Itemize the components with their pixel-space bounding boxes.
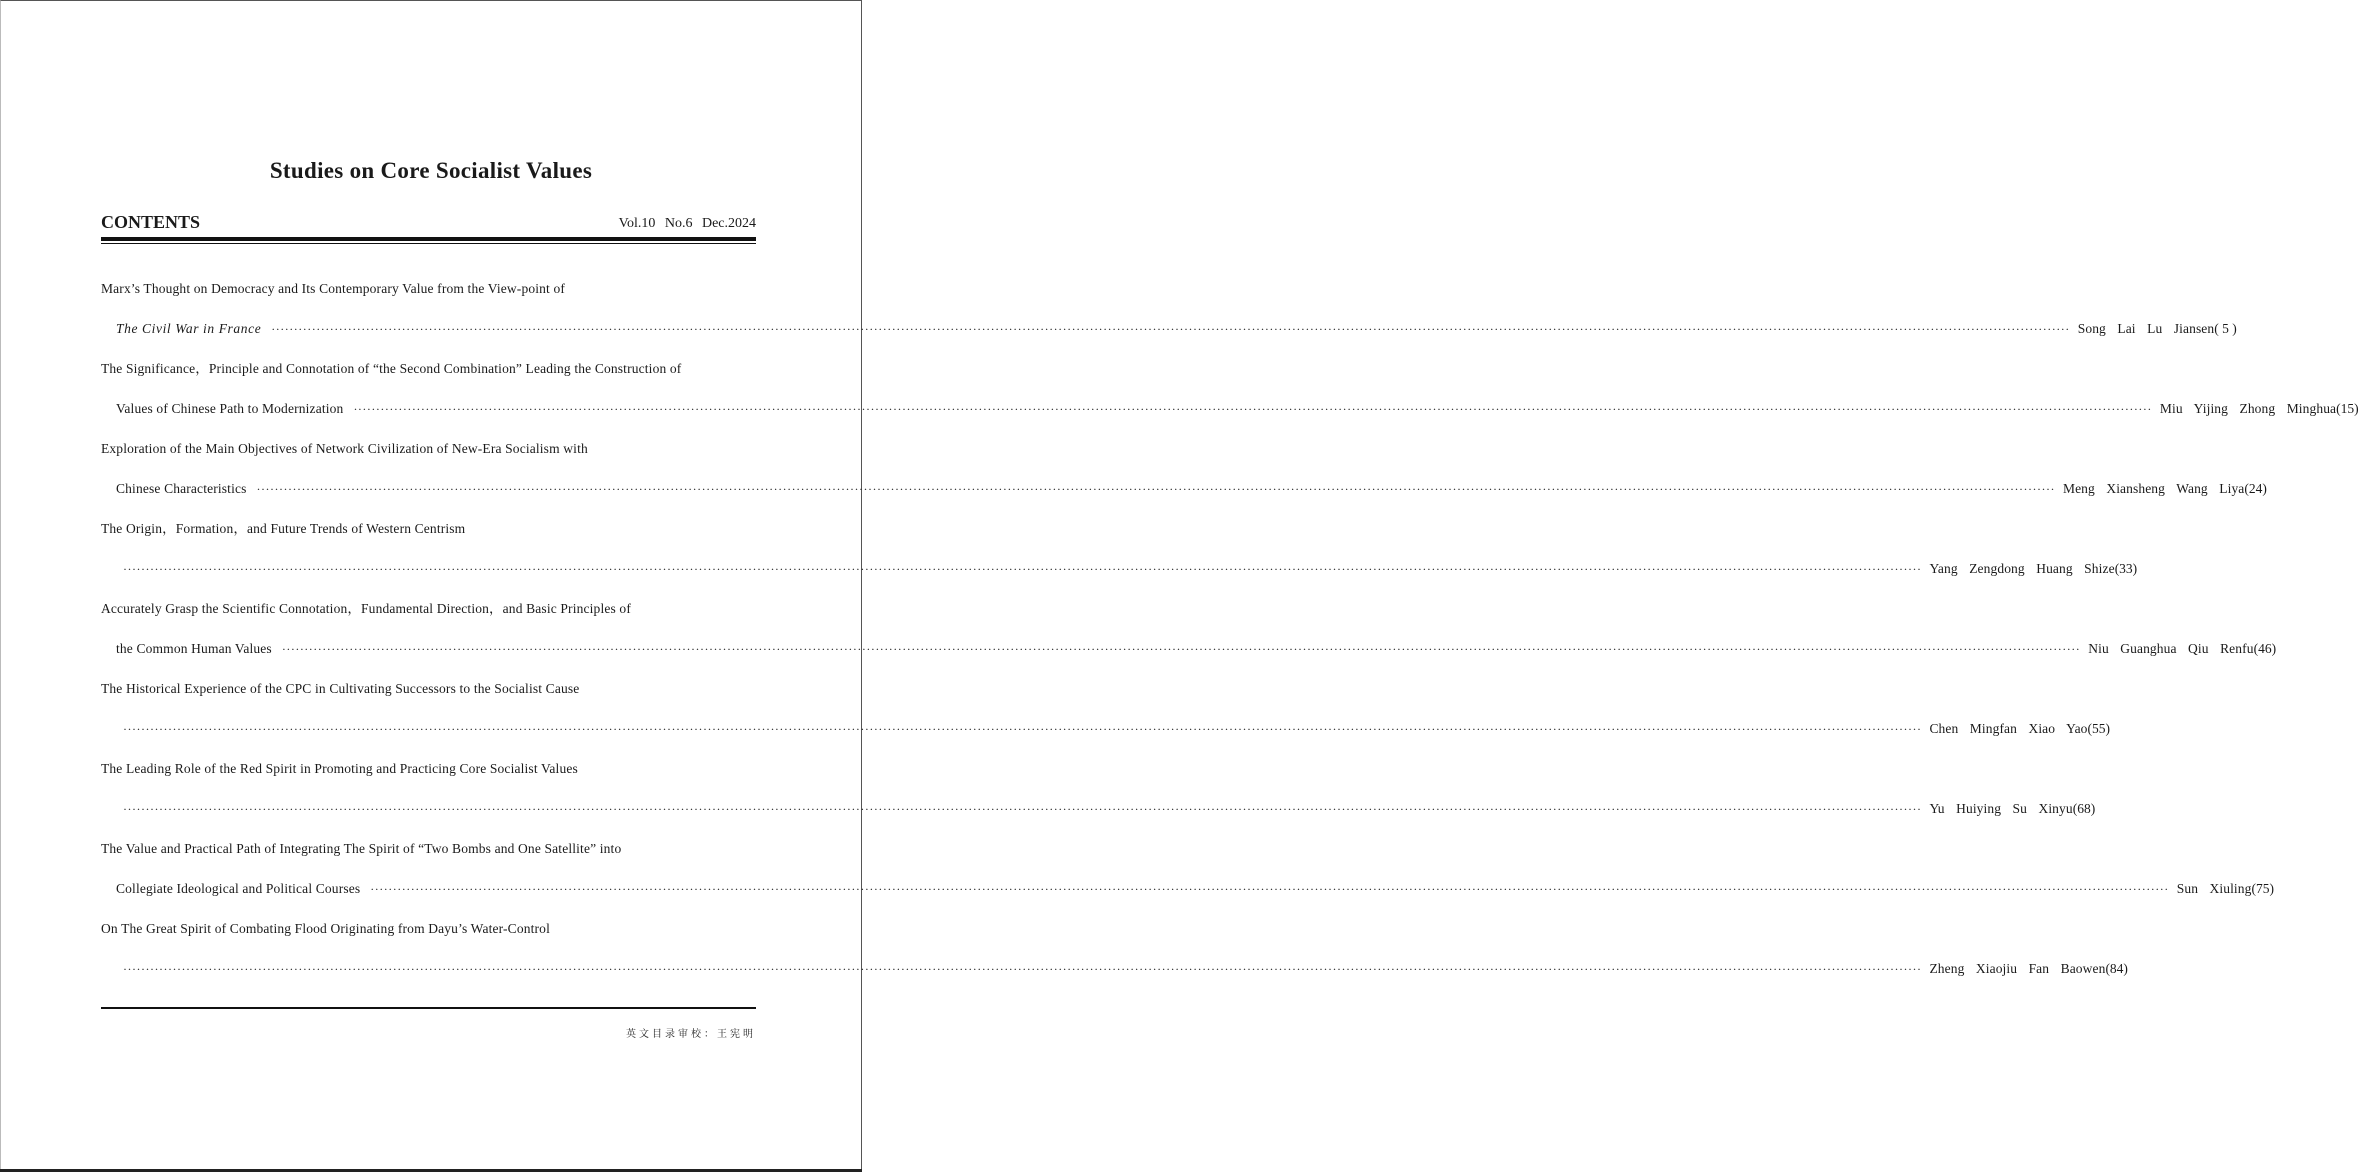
contents-entry[interactable]: [101, 358, 2359, 438]
contents-entry[interactable]: [101, 518, 2138, 598]
issue-info: Vol.10 No.6 Dec.2024: [618, 216, 756, 231]
contents-entry[interactable]: [101, 918, 2128, 998]
entry-byline: [101, 478, 2267, 518]
contents-entry[interactable]: [101, 678, 2111, 758]
dot-leader: ················································································································································································································································································································································································································: [370, 882, 2169, 896]
entry-authors: Chen Mingfan Xiao Yao: [1929, 721, 2088, 736]
entry-byline: [101, 718, 2111, 758]
entry-byline: [101, 638, 2277, 678]
entry-title-continuation: Collegiate Ideological and Political Courses: [116, 881, 361, 896]
contents-entry[interactable]: [101, 758, 2096, 838]
entry-title-continuation: The Civil War in France: [116, 321, 262, 336]
entry-page-number: (55): [2087, 721, 2111, 736]
entry-title: Exploration of the Main Objectives of Network Civilization of New-Era Socialism with: [101, 441, 588, 456]
journal-title: Studies on Core Socialist Values: [269, 158, 593, 183]
entry-title: Marx’s Thought on Democracy and Its Contemporary Value from the View-point of: [101, 281, 566, 296]
entry-authors: Niu Guanghua Qiu Renfu: [2088, 641, 2254, 656]
entry-title: On The Great Spirit of Combating Flood Originating from Dayu’s Water-Control: [101, 921, 550, 936]
entry-authors: Miu Yijing Zhong Minghua: [2159, 401, 2337, 416]
contents-entry[interactable]: [101, 278, 2237, 358]
entry-title-continuation: Chinese Characteristics: [116, 481, 247, 496]
contents-header: [101, 212, 756, 236]
dot-leader: ················································································································································································································································································································································································································: [123, 562, 1922, 576]
reviewer-note: 英文目录审校：王宪明: [626, 1029, 756, 1040]
entry-page-number: (75): [2251, 881, 2274, 896]
header-rule-thin: [101, 243, 756, 244]
page-bottom-edge: [0, 1169, 862, 1172]
entry-page-number: (84): [2105, 961, 2128, 976]
entry-page-number: (46): [2253, 641, 2277, 656]
entry-page-number: (24): [2244, 481, 2267, 496]
header-rule-thick: [101, 237, 756, 241]
contents-entry[interactable]: [101, 438, 2267, 518]
entry-authors: Song Lai Lu Jiansen: [2077, 321, 2215, 336]
dot-leader: ················································································································································································································································································································································································································: [353, 402, 2152, 416]
entry-page-number: ( 5 ): [2214, 321, 2237, 336]
dot-leader: ················································································································································································································································································································································································································: [123, 962, 1922, 976]
entry-byline: [101, 958, 2128, 998]
contents-entry[interactable]: [101, 598, 2277, 678]
entry-page-number: (68): [2072, 801, 2096, 816]
entry-title-continuation: Values of Chinese Path to Modernization: [116, 401, 344, 416]
entry-page-number: (15): [2336, 401, 2359, 416]
entry-byline: [101, 798, 2096, 838]
entry-authors: Yu Huiying Su Xinyu: [1929, 801, 2073, 816]
entry-title: The Origin，Formation，and Future Trends of Western Centrism: [101, 521, 466, 536]
entry-title: The Significance，Principle and Connotation of “the Second Combination” Leading the Construction of: [101, 361, 682, 376]
entry-byline: [101, 878, 2274, 918]
entry-byline: [101, 558, 2138, 598]
entry-byline: [101, 318, 2237, 358]
dot-leader: ················································································································································································································································································································································································································: [271, 322, 2070, 336]
entry-title: The Historical Experience of the CPC in Cultivating Successors to the Socialist Cause: [101, 681, 580, 696]
entry-authors: Zheng Xiaojiu Fan Baowen: [1929, 961, 2106, 976]
entry-authors: Sun Xiuling: [2176, 881, 2252, 896]
dot-leader: ················································································································································································································································································································································································································: [123, 722, 1922, 736]
entry-page-number: (33): [2114, 561, 2138, 576]
footer-rule: [101, 1007, 756, 1009]
entry-title: The Value and Practical Path of Integrating The Spirit of “Two Bombs and One Satellite” into: [101, 841, 622, 856]
entry-byline: [101, 398, 2359, 438]
dot-leader: ················································································································································································································································································································································································································: [123, 802, 1922, 816]
entry-title-continuation: the Common Human Values: [116, 641, 272, 656]
contents-entry[interactable]: [101, 838, 2274, 918]
dot-leader: ················································································································································································································································································································································································································: [281, 642, 2081, 656]
entry-title: Accurately Grasp the Scientific Connotation，Fundamental Direction，and Basic Principles of: [101, 601, 631, 616]
dot-leader: ················································································································································································································································································································································································································: [256, 482, 2055, 496]
contents-list: [101, 278, 2359, 998]
contents-label: CONTENTS: [101, 212, 201, 232]
entry-authors: Yang Zengdong Huang Shize: [1929, 561, 2115, 576]
entry-title: The Leading Role of the Red Spirit in Promoting and Practicing Core Socialist Values: [101, 761, 578, 776]
entry-authors: Meng Xiansheng Wang Liya: [2062, 481, 2245, 496]
